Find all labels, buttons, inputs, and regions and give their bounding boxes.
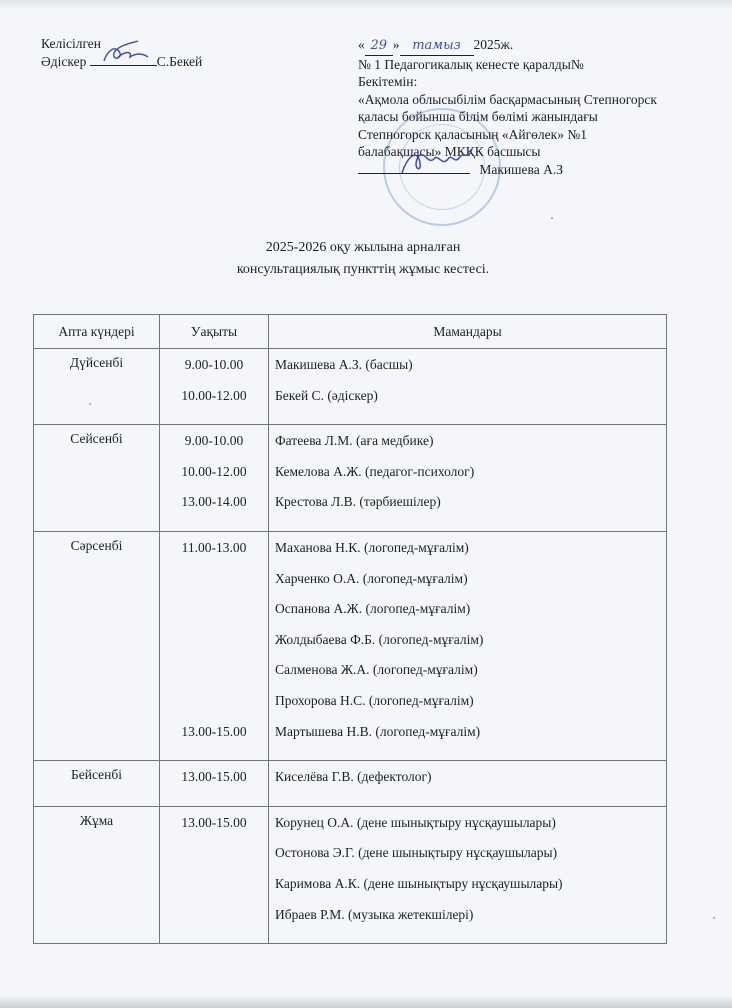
time-slot: 13.00-15.00 bbox=[181, 769, 247, 785]
time-slot: 13.00-14.00 bbox=[181, 494, 247, 510]
time-slot bbox=[160, 843, 268, 874]
scan-speck bbox=[713, 917, 715, 919]
specialists-cell bbox=[269, 349, 667, 425]
head-name: Макишева А.З bbox=[479, 161, 563, 177]
specialist-entry: Салменова Ж.А. (логопед-мұғалім) bbox=[275, 662, 478, 678]
approve-label: Бекітемін: bbox=[358, 74, 418, 89]
quote-open: « bbox=[358, 37, 365, 52]
weekday-cell: Дүйсенбі bbox=[34, 349, 160, 425]
table-row bbox=[34, 806, 667, 943]
specialist-entry: Бекей С. (әдіскер) bbox=[275, 387, 378, 403]
specialist-entry: Харченко О.А. (логопед-мұғалім) bbox=[275, 570, 468, 586]
council-line: № 1 Педагогикалық кенесте қаралды№ bbox=[358, 56, 584, 72]
specialists-cell bbox=[269, 806, 667, 943]
time-slot: 11.00-13.00 bbox=[181, 539, 247, 555]
time-cell bbox=[160, 531, 269, 760]
weekday-cell: Жұма bbox=[34, 806, 160, 943]
scan-speck bbox=[551, 217, 553, 219]
time-slot: 13.00-15.00 bbox=[181, 723, 247, 739]
time-slot bbox=[160, 630, 268, 661]
table-header-row bbox=[34, 315, 667, 349]
table-row bbox=[34, 761, 667, 807]
org-line-4: балабақшасы» МКҚК басшысы bbox=[358, 144, 541, 159]
methodist-name: С.Бекей bbox=[156, 53, 203, 69]
specialists-cell bbox=[269, 761, 667, 807]
specialist-entry: Каримова А.К. (дене шынықтыру нұсқаушылары) bbox=[275, 875, 563, 891]
header-time: Уақыты bbox=[160, 315, 269, 349]
agreed-label: Келісілген bbox=[41, 36, 102, 51]
weekday-cell: Бейсенбі bbox=[34, 761, 160, 807]
specialist-entry: Маханова Н.К. (логопед-мұғалім) bbox=[275, 539, 469, 555]
specialist-entry: Киселёва Г.В. (дефектолог) bbox=[275, 769, 432, 785]
document-title-line-1: 2025-2026 оқу жылына арналған bbox=[265, 240, 461, 255]
specialist-entry: Кемелова А.Ж. (педагог-психолог) bbox=[275, 463, 475, 479]
approval-block bbox=[358, 36, 657, 178]
date-line bbox=[358, 36, 657, 56]
specialist-entry: Прохорова Н.С. (логопед-мұғалім) bbox=[275, 692, 474, 708]
schedule-table bbox=[33, 314, 667, 944]
quote-close: » bbox=[392, 37, 400, 52]
header-specialists: Мамандары bbox=[269, 315, 667, 349]
time-cell bbox=[160, 349, 269, 425]
specialist-entry: Ибраев Р.М. (музыка жетекшілері) bbox=[275, 906, 474, 922]
specialist-entry: Макишева А.З. (басшы) bbox=[275, 357, 413, 372]
specialists-cell bbox=[269, 425, 667, 532]
specialist-entry: Корунец О.А. (дене шынықтыру нұсқаушылары) bbox=[275, 814, 556, 830]
specialist-entry: Крестова Л.В. (тәрбиешілер) bbox=[275, 494, 441, 510]
org-line-1: «Ақмола облысыбілім басқармасының Степногорск bbox=[358, 91, 657, 107]
scan-edge-bottom bbox=[0, 996, 732, 1008]
scan-speck bbox=[89, 403, 91, 405]
time-slot bbox=[160, 569, 268, 600]
org-line-2: қаласы бойынша білім бөлімі жанындағы bbox=[358, 109, 598, 124]
time-slot: 10.00-12.00 bbox=[181, 387, 247, 403]
time-cell bbox=[160, 761, 269, 807]
date-month: тамыз bbox=[400, 37, 474, 56]
methodist-line bbox=[41, 53, 202, 71]
specialists-cell bbox=[269, 531, 667, 760]
document-title-line-2: консультациялық пункттің жұмыс кестесі. bbox=[236, 262, 490, 277]
date-year: 2025ж. bbox=[473, 37, 514, 52]
time-slot: 13.00-15.00 bbox=[181, 814, 247, 830]
agreed-block bbox=[41, 35, 202, 70]
time-slot bbox=[160, 691, 268, 722]
time-slot: 9.00-10.00 bbox=[184, 433, 244, 449]
time-slot bbox=[160, 905, 268, 936]
time-slot: 10.00-12.00 bbox=[181, 463, 247, 479]
specialist-entry: Фатеева Л.М. (аға медбике) bbox=[275, 433, 434, 449]
time-slot bbox=[160, 660, 268, 691]
specialist-entry: Жолдыбаева Ф.Б. (логопед-мұғалім) bbox=[275, 631, 484, 647]
methodist-position: Әдіскер bbox=[41, 53, 87, 69]
weekday-cell: Сәрсенбі bbox=[34, 531, 160, 760]
weekday-cell: Сейсенбі bbox=[34, 425, 160, 532]
org-line-3: Степногорск қаласының «Айгөлек» №1 bbox=[358, 126, 587, 142]
time-cell bbox=[160, 806, 269, 943]
scan-edge-top bbox=[0, 0, 732, 10]
time-slot bbox=[160, 874, 268, 905]
specialist-entry: Остонова Э.Г. (дене шынықтыру нұсқаушылары) bbox=[275, 845, 558, 861]
methodist-signature bbox=[90, 53, 157, 66]
header-weekdays: Апта күндері bbox=[34, 315, 160, 349]
specialist-entry: Оспанова А.Ж. (логопед-мұғалім) bbox=[275, 601, 471, 617]
specialist-entry: Мартышева Н.В. (логопед-мұғалім) bbox=[275, 723, 481, 739]
table-row bbox=[34, 531, 667, 760]
table-row bbox=[34, 425, 667, 532]
head-signature-line bbox=[358, 161, 657, 179]
head-signature-icon bbox=[398, 145, 478, 179]
time-cell bbox=[160, 425, 269, 532]
date-day: 29 bbox=[365, 37, 393, 56]
time-slot bbox=[160, 599, 268, 630]
signature-icon bbox=[98, 39, 158, 65]
table-row bbox=[34, 349, 667, 425]
time-slot: 9.00-10.00 bbox=[184, 357, 244, 372]
